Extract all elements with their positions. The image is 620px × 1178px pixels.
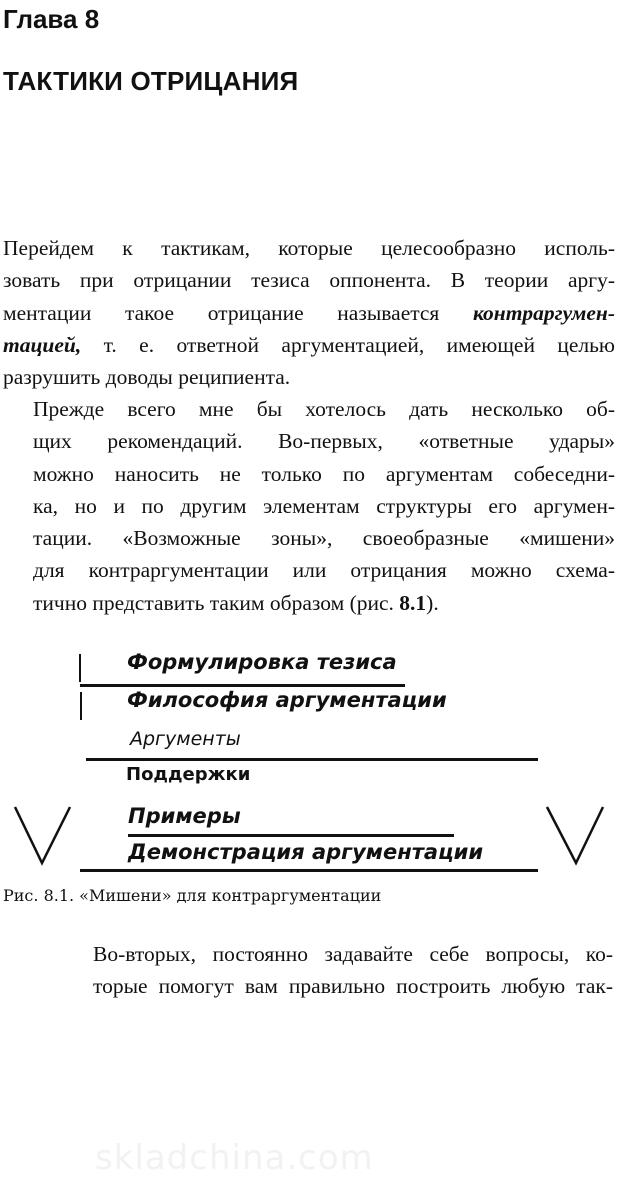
text-line: Во-вторых, постоянно задавайте себе вопросы, ко- bbox=[93, 942, 613, 966]
targets-diagram bbox=[0, 640, 620, 880]
paragraph-recommendations bbox=[3, 393, 615, 619]
text-fragment: тично представить таким образом (рис. bbox=[33, 590, 400, 615]
figure-caption: Рис. 8.1. «Мишени» для контраргументации bbox=[3, 886, 382, 905]
text-line: можно наносить не только по аргументам собеседни- bbox=[33, 461, 615, 486]
term-counterargumentation: контраргумен- bbox=[472, 300, 615, 325]
text-line: Перейдем к тактикам, которые целесообразно исполь- bbox=[3, 236, 615, 260]
text-line bbox=[3, 329, 615, 361]
label-thesis-formulation: Формулировка тезиса bbox=[127, 650, 397, 674]
chapter-label: Глава 8 bbox=[3, 4, 100, 34]
label-arguments: Аргументы bbox=[130, 728, 241, 750]
text-line bbox=[3, 587, 615, 619]
left-triangle-icon bbox=[13, 803, 73, 867]
label-demonstration: Демонстрация аргументации bbox=[128, 840, 484, 864]
underline-arguments bbox=[86, 758, 538, 761]
label-argumentation-philosophy: Философия аргументации bbox=[127, 688, 447, 712]
text-line: Прежде всего мне бы хотелось дать несколько об- bbox=[33, 397, 615, 421]
text-line bbox=[3, 297, 615, 329]
label-supports: Поддержки bbox=[126, 764, 251, 785]
figure-reference: 8.1 bbox=[399, 590, 427, 615]
text-line: разрушить доводы реципиента. bbox=[3, 365, 291, 390]
paragraph-intro bbox=[3, 232, 615, 393]
text-line: тации. «Возможные зоны», своеобразные «мишени» bbox=[33, 526, 615, 551]
label-examples: Примеры bbox=[128, 804, 241, 828]
bracket-mark bbox=[80, 692, 82, 720]
underline-demonstration bbox=[80, 869, 538, 872]
right-triangle-icon bbox=[545, 803, 605, 867]
text-line: зовать при отрицании тезиса оппонента. В теории аргу- bbox=[3, 268, 615, 293]
bracket-mark bbox=[79, 654, 81, 682]
underline-thesis bbox=[80, 684, 405, 687]
text-fragment: ). bbox=[426, 590, 439, 615]
underline-examples bbox=[128, 834, 454, 837]
watermark: skladchina.com bbox=[95, 1138, 374, 1178]
paragraph-second-point bbox=[93, 938, 613, 1003]
text-line: ка, но и по другим элементам структуры его аргумен- bbox=[33, 493, 615, 518]
text-fragment: ментации такое отрицание называется bbox=[3, 300, 473, 325]
term-counterargumentation-end: тацией, bbox=[3, 332, 82, 357]
text-line: для контраргументации или отрицания можно схема- bbox=[33, 558, 615, 583]
text-line: щих рекомендаций. Во-первых, «ответные удары» bbox=[33, 429, 615, 454]
text-line: торые помогут вам правильно построить любую так- bbox=[93, 974, 613, 999]
chapter-title: ТАКТИКИ ОТРИЦАНИЯ bbox=[3, 66, 299, 96]
text-fragment: т. е. ответной аргументацией, имеющей целью bbox=[81, 332, 615, 357]
